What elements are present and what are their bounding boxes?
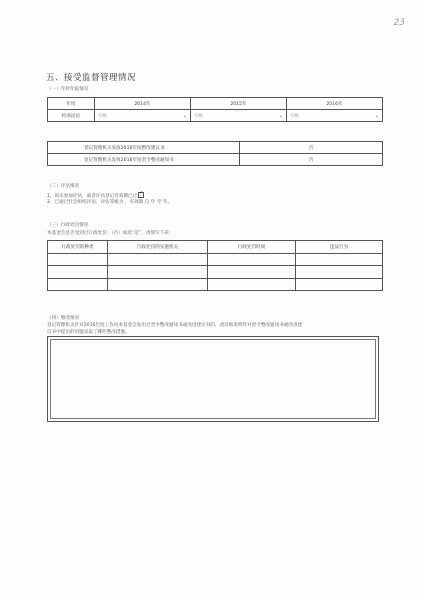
table-cell[interactable]	[108, 253, 208, 266]
selected-value: 合格	[290, 113, 299, 119]
table-row	[48, 266, 383, 279]
result-select-2015[interactable]	[191, 110, 287, 122]
rectify-textarea[interactable]	[47, 336, 379, 422]
evaluation-line-1: 1、尚未参加评估，或者评估登记有效期已过	[47, 194, 138, 199]
result-row	[48, 110, 383, 122]
section-title: 五、接受监督管理情况	[46, 73, 137, 83]
notice-row	[48, 154, 383, 166]
evaluation-line-2: 2、已通过社会组织评估，评估等级为 ，有效期 自 年 至 年。	[47, 200, 173, 205]
year-cell: 2015年	[191, 98, 287, 110]
notice-row	[48, 142, 383, 154]
table-cell[interactable]	[296, 278, 383, 291]
result-select-2014[interactable]	[95, 110, 191, 122]
table-cell[interactable]	[208, 278, 296, 291]
penalty-intro: 本基金会是否受到过行政处罚：（否）如选“是”，请填写下表：	[47, 231, 174, 236]
penalty-table	[47, 240, 383, 291]
chevron-down-icon: ⌄	[374, 112, 379, 119]
notice-label: 登记管理机关发放2016年度整改建议书	[48, 142, 240, 154]
notice-table	[47, 141, 383, 166]
notice-value[interactable]: 否	[240, 154, 383, 166]
annual-subtitle: （一）年检年报情况	[47, 87, 89, 92]
penalty-subtitle: （三）行政处罚情况	[47, 223, 89, 228]
table-cell[interactable]	[208, 253, 296, 266]
result-select-2016[interactable]	[287, 110, 383, 122]
table-cell[interactable]	[108, 278, 208, 291]
year-label: 年度	[48, 98, 95, 110]
table-cell[interactable]	[108, 266, 208, 279]
year-cell: 2014年	[95, 98, 191, 110]
year-row	[48, 98, 383, 110]
evaluation-option-1	[47, 191, 144, 199]
table-cell[interactable]	[296, 266, 383, 279]
selected-value: 合格	[98, 113, 107, 119]
rectify-text-line-2: 议书中提出的问题采取了哪些整改措施。	[47, 330, 130, 335]
column-header: 行政处罚的实施机关	[108, 241, 208, 254]
penalty-header-row	[48, 241, 383, 254]
table-cell[interactable]	[208, 266, 296, 279]
table-row	[48, 253, 383, 266]
notice-value[interactable]: 否	[240, 142, 383, 154]
rectify-subtitle: （四）整改情况	[47, 316, 80, 321]
column-header: 违法行为	[296, 241, 383, 254]
year-cell: 2016年	[287, 98, 383, 110]
table-cell[interactable]	[48, 253, 108, 266]
table-cell[interactable]	[48, 266, 108, 279]
column-header: 行政处罚时间	[208, 241, 296, 254]
chevron-down-icon: ⌄	[278, 112, 283, 119]
evaluation-subtitle: （二）评估情况	[47, 184, 80, 189]
rectify-text-line-1: 登记管理机关针对2016年度工作向本基金会发出过责令整改通知书或改进建议书的，请详细说明针对责令整改通知书或改进建	[47, 323, 303, 328]
notice-label: 登记管理机关发放2016年度责令整改通知书	[48, 154, 240, 166]
table-cell[interactable]	[296, 253, 383, 266]
page-mark: 23	[393, 18, 405, 28]
chevron-down-icon: ⌄	[182, 112, 187, 119]
annual-inspection-table	[47, 97, 383, 122]
selected-value: 合格	[194, 113, 203, 119]
checkbox-icon[interactable]	[138, 192, 144, 198]
rectify-textarea-content	[50, 339, 376, 419]
table-cell[interactable]	[48, 278, 108, 291]
result-label: 检查结论	[48, 110, 95, 122]
column-header: 行政处罚的种类	[48, 241, 108, 254]
table-row	[48, 278, 383, 291]
